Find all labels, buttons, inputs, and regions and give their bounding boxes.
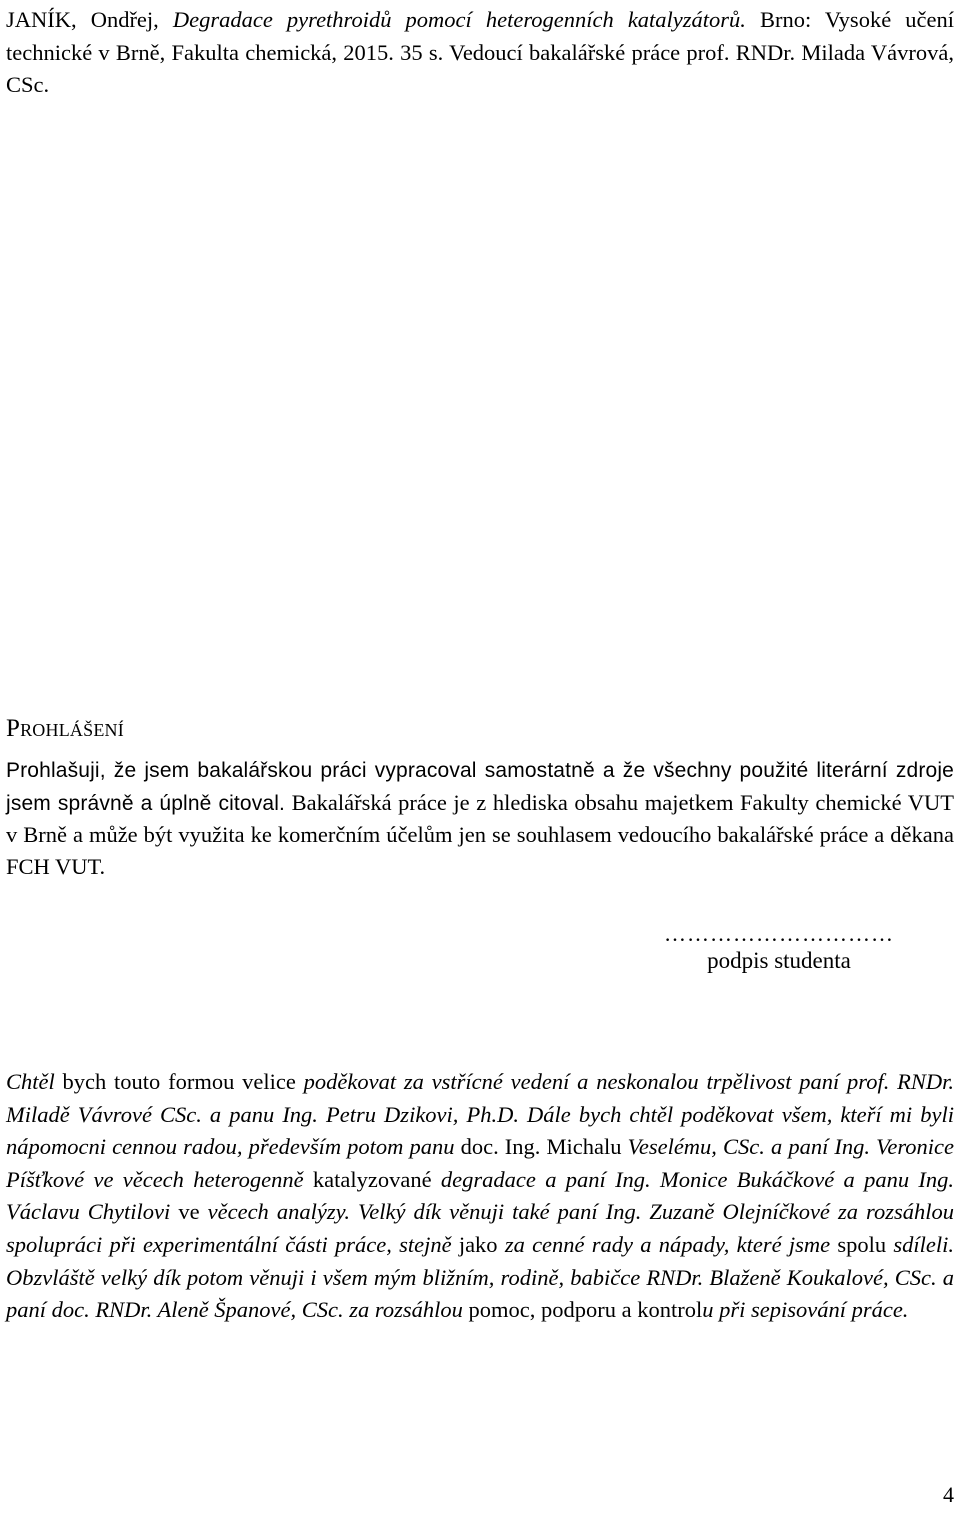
ack-segment: jako [451,1231,505,1257]
ack-segment: u při sepisování práce. [702,1297,909,1323]
ack-segment: Chtěl [6,1069,55,1094]
ack-segment: poděkovat za vstřícné vedení a neskonalou trpělivost paní prof. RNDr. Miladě Vávrové CSc. a panu Ing. Petru Dzikovi, Ph.D. Dále bych chtěl poděkovat všem, kteří mi byli nápomocni cennou radou, především potom panu [6,1069,954,1160]
bibliographic-citation [6,4,954,102]
citation-details: Brno: Vysoké učení technické v Brně, Fakulta chemická, 2015. 35 s. Vedoucí bakalářské práce prof. RNDr. Milada Vávrová, CSc. [6,7,954,97]
declaration-heading: Prohlášení [6,715,124,742]
ack-segment: ve [170,1199,208,1225]
declaration-text [6,754,954,882]
ack-segment: věcech analýzy. Velký dík věnuji také paní Ing. Zuzaně Olejníčkové za rozsáhlou spolupráci při experimentální části práce, stejně [6,1199,954,1257]
acknowledgement-text [6,1066,954,1327]
page-number: 4 [943,1482,954,1507]
declaration-text-part-1: Prohlašuji, že jsem bakalářskou práci vypracoval samostatně a že všechny použité literární zdroje jsem správně a úplně citoval. [6,759,954,815]
ack-segment: sdíleli. Obzvláště velký dík potom věnuji i všem mým bližním, rodině, babičce RNDr. Blaženě Koukalové, CSc. a paní doc. RNDr. Aleně Španové, CSc. za rozsáhlou [6,1231,954,1323]
ack-segment: za cenné rady a nápady, které jsme [504,1231,831,1257]
ack-segment: spolu [830,1231,894,1257]
signature-block [654,922,904,976]
citation-title: Degradace pyrethroidů pomocí heterogenních katalyzátorů. [172,7,746,32]
ack-segment: pomoc, podporu a kontrol [462,1297,703,1323]
signature-line: ………………………… [664,921,894,946]
ack-segment: doc. Ing. Michalu [454,1134,628,1160]
ack-segment: degradace a paní Ing. Monice Bukáčkové a panu Ing. Václavu Chytilovi [6,1166,954,1225]
ack-segment: katalyzované [303,1166,441,1192]
declaration-text-part-2: Bakalářská práce je z hlediska obsahu majetkem Fakulty chemické VUT v Brně a může být využita ke komerčním účelům jen se souhlasem vedoucího bakalářské práce a děkana FCH VUT. [6,789,955,879]
signature-label: podpis studenta [707,948,851,973]
ack-segment: bych touto formou velice [54,1069,304,1094]
citation-authors: JANÍK, Ondřej, [6,7,173,32]
ack-segment: Veselému, CSc. a paní Ing. Veronice Píšťkové ve věcech heterogenně [6,1134,954,1192]
